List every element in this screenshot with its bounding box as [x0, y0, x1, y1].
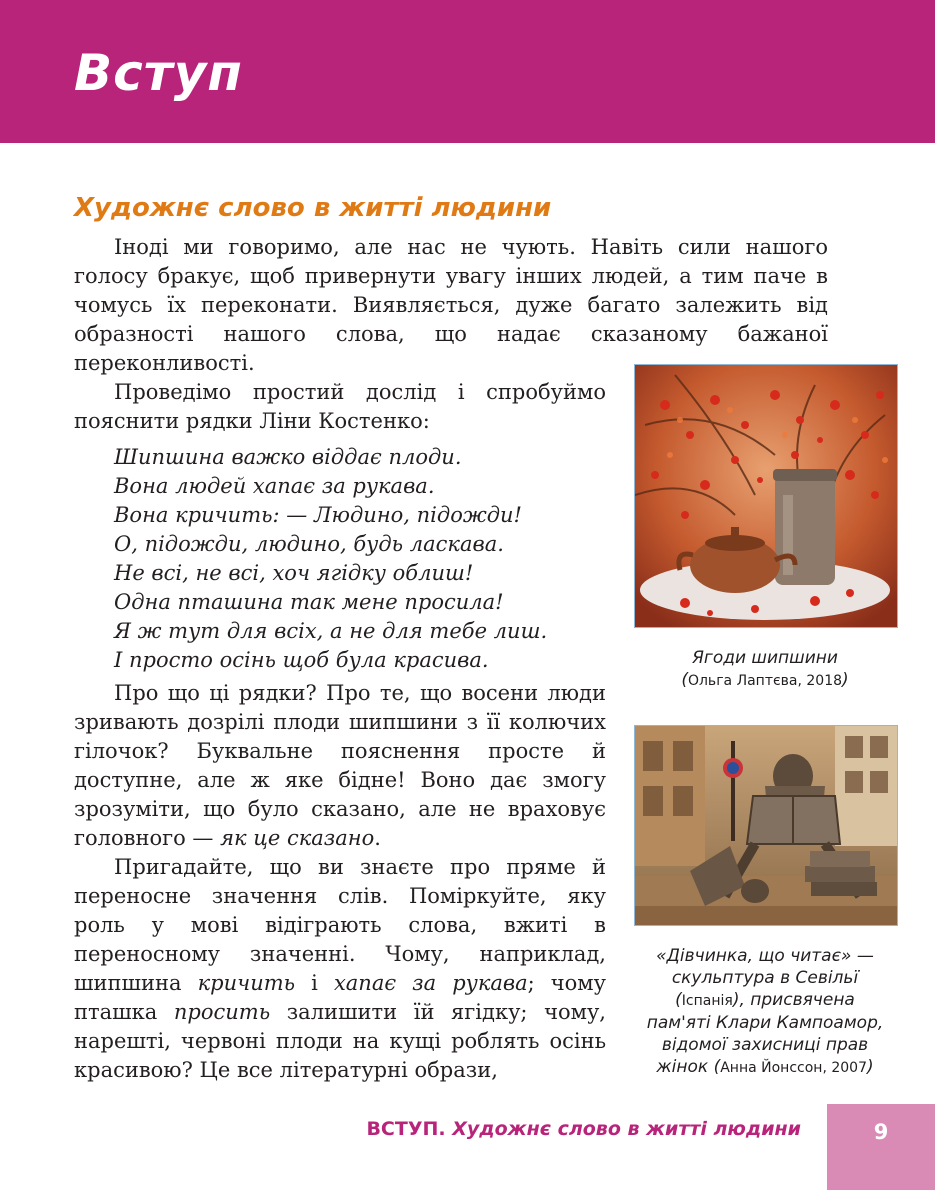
figure1-caption: Ягоди шипшини (Ольга Лаптєва, 2018)	[681, 648, 849, 690]
sculpture-photo-illustration	[635, 726, 897, 925]
poem-line: Шипшина важко віддає плоди.	[114, 445, 462, 469]
poem-line: Вона кричить: — Людино, підожди!	[114, 503, 522, 527]
poem-line: Не всі, не всі, хоч ягідку облиш!	[114, 561, 474, 585]
poem-line: Я ж тут для всіх, а не для тебе лиш.	[114, 619, 548, 643]
poem	[114, 443, 547, 675]
poem-line: Вона людей хапає за рукава.	[114, 474, 435, 498]
paragraph-intro: Іноді ми говоримо, але нас не чують. Навіть сили нашого голосу бракує, щоб привернути увагу інших людей, а тим паче в чомусь їх переконати. Виявляється, дуже багато залежить від образності нашого слова, що надає сказаному бажаної переконливості.	[74, 235, 828, 375]
page-title: Вступ	[74, 44, 243, 102]
poem-line: О, підожди, людино, будь ласкава.	[114, 532, 504, 556]
running-footer: ВСТУП. Художнє слово в житті людини	[366, 1118, 801, 1140]
paragraph-experiment: Проведімо простий дослід і спробуймо пояснити рядки Ліни Костенко:	[74, 380, 606, 433]
rosehip-painting-image	[634, 364, 898, 628]
reading-girl-sculpture-image	[634, 725, 898, 926]
paragraph-question: Про що ці рядки? Про те, що восени люди зривають дозрілі плоди шипшини з її колючих гілочок? Буквальне пояснення просте й доступне, але ж яке бідне! Воно дає змогу зрозуміти, що було сказано, але не враховує головного — як це сказано.	[74, 681, 606, 850]
rosehip-painting-illustration	[635, 365, 897, 627]
figure2-caption: «Дівчинка, що читає» — скульптура в Севільї (Іспанія), присвячена пам'яті Клари Кампоамор, відомої захисниці прав жінок (Анна Йонссон, 2007)	[646, 946, 884, 1077]
poem-line: І просто осінь щоб була красива.	[114, 648, 489, 672]
section-heading: Художнє слово в житті людини	[74, 193, 552, 223]
paragraph-figurative: Пригадайте, що ви знаєте про пряме й переносне значення слів. Поміркуйте, яку роль у мові відіграють слова, вжиті в переносному значенні. Чому, наприклад, шипшина кричить і хапає за рукава; чому пташка просить залишити їй ягідку; чому, нарешті, червоні плоди на кущі роблять осінь красивою? Це все літературні образи,	[74, 855, 606, 1082]
page-number: 9	[827, 1104, 935, 1190]
poem-line: Одна пташина так мене просила!	[114, 590, 504, 614]
